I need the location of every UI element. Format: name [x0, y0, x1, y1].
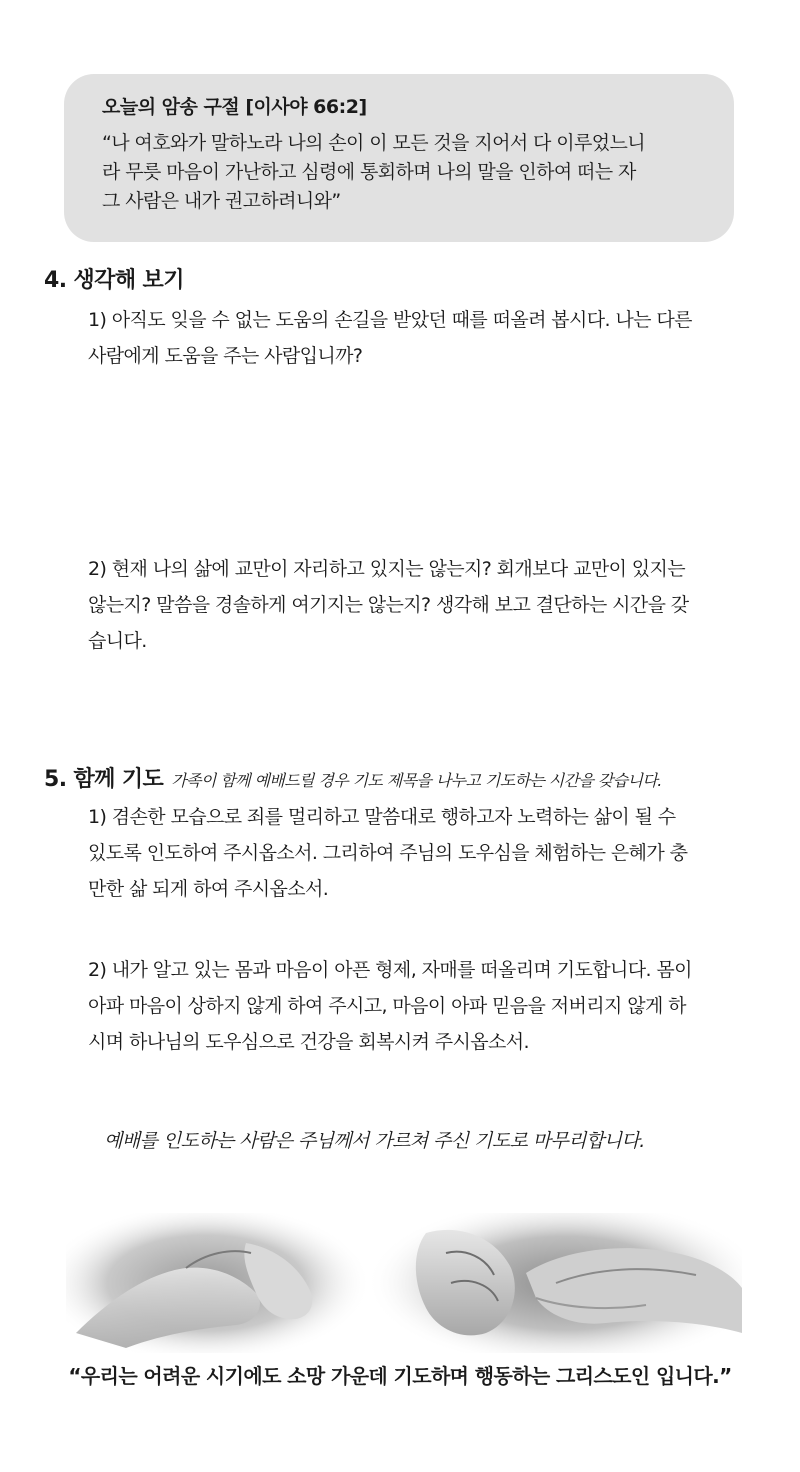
item-line: 2) 현재 나의 삶에 교만이 자리하고 있지는 않는지? 회개보다 교만이 있지는 — [88, 558, 686, 580]
verse-text — [102, 129, 696, 216]
item-line: 1) 겸손한 모습으로 죄를 멀리하고 말씀대로 행하고자 노력하는 삶이 될 수 — [88, 806, 676, 828]
section-pray-note: 가족이 함께 예배드릴 경우 기도 제목을 나누고 기도하는 시간을 갖습니다. — [171, 771, 662, 790]
section-reflect-title: 4. 생각해 보기 — [44, 268, 184, 293]
verse-title: 오늘의 암송 구절 [이사야 66:2] — [102, 96, 367, 118]
verse-line: 그 사람은 내가 권고하려니와” — [102, 190, 341, 212]
item-line: 있도록 인도하여 주시옵소서. 그리하여 주님의 도우심을 체험하는 은혜가 충 — [88, 842, 688, 864]
item-line: 습니다. — [88, 630, 147, 652]
item-line: 시며 하나님의 도우심으로 건강을 회복시켜 주시옵소서. — [88, 1031, 529, 1053]
item-line: 1) 아직도 잊을 수 없는 도움의 손길을 받았던 때를 떠올려 봅시다. 나는 다른 — [88, 309, 692, 331]
item-line: 아파 마음이 상하지 않게 하여 주시고, 마음이 아파 믿음을 저버리지 않게 하 — [88, 995, 686, 1017]
section-pray-heading: 5. 함께 기도 — [44, 767, 164, 792]
prayer-item-1 — [88, 799, 752, 907]
item-line: 만한 삶 되게 하여 주시옵소서. — [88, 878, 329, 900]
verse-line: 라 무릇 마음이 가난하고 심령에 통회하며 나의 말을 인하여 떠는 자 — [102, 161, 636, 183]
reflect-item-1 — [88, 302, 752, 374]
item-line: 2) 내가 알고 있는 몸과 마음이 아픈 형제, 자매를 떠올리며 기도합니다. 몸이 — [88, 959, 692, 981]
verse-line: “나 여호와가 말하노라 나의 손이 이 모든 것을 지어서 다 이루었느니 — [102, 132, 645, 154]
praying-hands-image — [66, 1213, 742, 1353]
reflect-item-2 — [88, 551, 752, 659]
section-pray-title — [44, 762, 662, 793]
closing-instruction: 예배를 인도하는 사람은 주님께서 가르쳐 주신 기도로 마무리합니다. — [104, 1130, 645, 1152]
prayer-item-2 — [88, 952, 752, 1060]
item-line: 않는지? 말씀을 경솔하게 여기지는 않는지? 생각해 보고 결단하는 시간을 갖 — [88, 594, 689, 616]
memory-verse-box — [64, 74, 734, 242]
closing-quote: “우리는 어려운 시기에도 소망 가운데 기도하며 행동하는 그리스도인 입니다.” — [68, 1364, 732, 1388]
item-line: 사람에게 도움을 주는 사람입니까? — [88, 345, 363, 367]
